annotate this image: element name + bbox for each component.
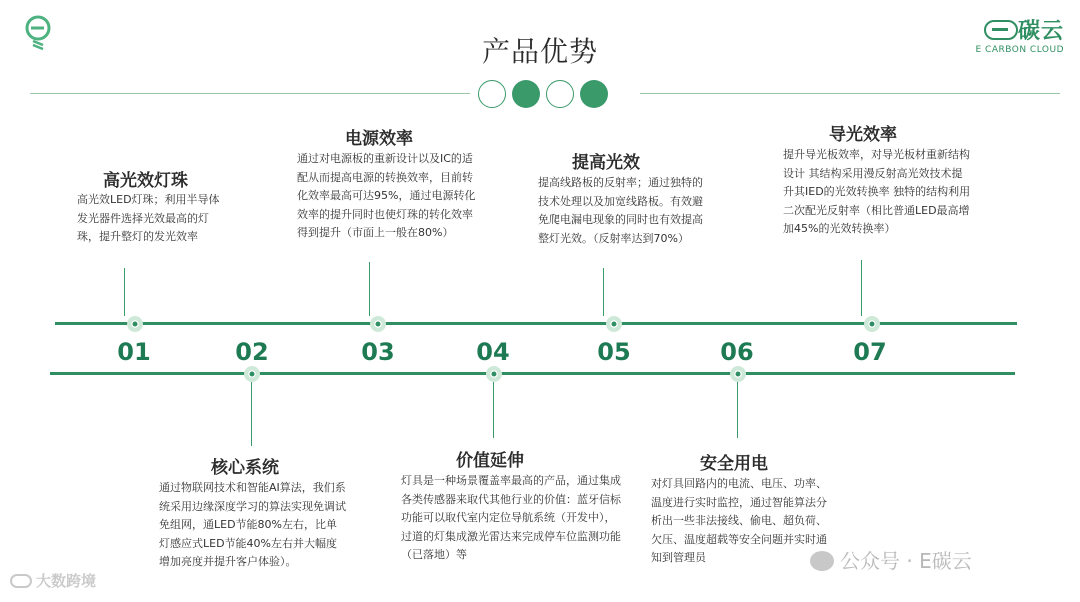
- item-desc-03: 通过对电源板的重新设计以及IC的适配从而提高电源的转换效率，目前转化效率最高可达95%，通过电源转化效率的提升同时也使灯珠的转化效率得到提升（市面上一般在80%）: [297, 152, 476, 239]
- item-desc-02: 通过物联网技术和智能AI算法，我们系统采用边缘深度学习的算法实现免调试免组网，通LED节能80%左右，比单灯感应式LED节能40%左右并大幅度增加亮度并提升客户体验）。: [159, 481, 346, 568]
- item-desc-05: 提高线路板的反射率；通过独特的技术处理以及加宽线路板。有效避免爬电漏电现象的同时也有效提高整灯光效。（反射率达到70%）: [538, 176, 703, 245]
- deco-circle-1: [478, 80, 506, 108]
- title-divider-right: [640, 93, 1060, 94]
- item-title-01: 高光效灯珠: [103, 171, 188, 191]
- brand-name: 碳云: [1017, 19, 1064, 44]
- step-number-04: 04: [476, 338, 510, 366]
- timeline-node-02: [244, 366, 260, 382]
- item-desc-04: 灯具是一种场景覆盖率最高的产品，通过集成各类传感器来取代其他行业的价值：蓝牙信标功能可以取代室内定位导航系统（开发中），过道的灯集成激光雷达来完成停车位监测功能（已落地）等: [401, 474, 621, 561]
- item-title-05: 提高光效: [572, 153, 640, 173]
- timeline-node-03: [370, 316, 386, 332]
- timeline-node-06: [730, 366, 746, 382]
- connector-line-07: [861, 260, 862, 316]
- watermark-right: 公众号 · E碳云: [810, 545, 972, 574]
- deco-circle-3: [546, 80, 574, 108]
- item-desc-06: 对灯具回路内的电流、电压、功率、温度进行实时监控，通过智能算法分析出一些非法接线、偷电、超负荷、欠压、温度超载等安全问题并实时通知到管理员: [651, 477, 827, 564]
- item-title-04: 价值延伸: [456, 451, 524, 471]
- step-number-07: 07: [853, 338, 887, 366]
- connector-line-02: [251, 382, 252, 446]
- item-desc-07: 提升导光板效率，对导光板材重新结构设计 其结构采用漫反射高光效技术提升其IED的光效转换率 独特的结构利用二次配光反射率（相比普通LED最高增加45%的光效转换率）: [783, 148, 971, 235]
- timeline-node-04: [486, 366, 502, 382]
- timeline-node-05: [606, 316, 622, 332]
- step-number-03: 03: [361, 338, 395, 366]
- page-title: 产品优势: [481, 35, 598, 68]
- item-title-02: 核心系统: [211, 458, 279, 478]
- step-number-01: 01: [117, 338, 151, 366]
- timeline-node-01: [127, 316, 143, 332]
- step-number-05: 05: [597, 338, 631, 366]
- connector-line-06: [737, 382, 738, 438]
- deco-circle-4: [580, 80, 608, 108]
- wechat-icon: [810, 551, 834, 571]
- connector-line-04: [493, 382, 494, 438]
- brand-subtitle: E CARBON CLOUD: [975, 45, 1064, 55]
- step-number-06: 06: [720, 338, 754, 366]
- title-divider-left: [30, 93, 470, 94]
- step-number-02: 02: [235, 338, 269, 366]
- timeline-rail-bottom: [50, 372, 1015, 375]
- connector-line-05: [603, 268, 604, 316]
- watermark-left: 大数跨境: [10, 570, 96, 591]
- timeline-node-07: [864, 316, 880, 332]
- deco-circle-2: [512, 80, 540, 108]
- connector-line-03: [369, 262, 370, 316]
- item-title-06: 安全用电: [700, 454, 768, 474]
- connector-line-01: [124, 268, 125, 316]
- item-desc-01: 高光效LED灯珠；利用半导体发光器件选择光效最高的灯珠，提升整灯的发光效率: [77, 193, 220, 243]
- item-title-03: 电源效率: [345, 129, 413, 149]
- weibo-icon: [10, 574, 32, 588]
- item-title-07: 导光效率: [829, 125, 897, 145]
